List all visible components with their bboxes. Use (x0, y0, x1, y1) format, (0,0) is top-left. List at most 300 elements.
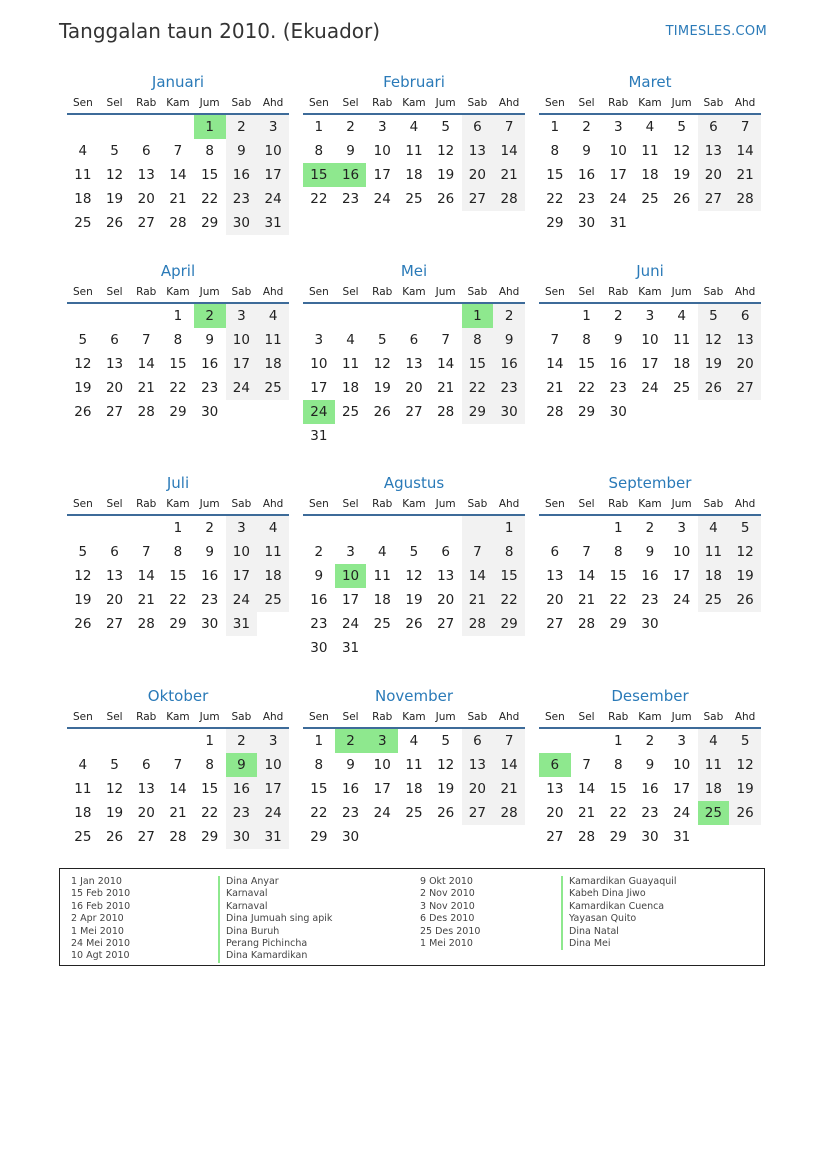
day-cell[interactable]: 13 (137, 167, 155, 183)
day-cell[interactable]: 12 (74, 568, 92, 584)
day-cell[interactable]: 30 (341, 829, 360, 845)
day-cell[interactable]: 2 (493, 303, 525, 328)
day-cell[interactable]: 24 (373, 805, 391, 821)
day-cell[interactable]: 12 (373, 356, 391, 372)
day-cell[interactable]: 24 (257, 801, 289, 825)
day-cell[interactable]: 15 (493, 564, 525, 588)
day-cell[interactable]: 7 (462, 540, 494, 564)
day-cell[interactable]: 8 (173, 544, 183, 560)
day-cell[interactable]: 4 (698, 728, 730, 753)
day-cell[interactable]: 30 (641, 616, 659, 632)
day-cell[interactable]: 28 (577, 829, 596, 845)
day-cell[interactable]: 31 (310, 428, 328, 444)
day-cell[interactable]: 8 (173, 332, 183, 348)
day-cell[interactable]: 27 (546, 829, 564, 845)
day-cell[interactable]: 5 (110, 143, 119, 159)
day-cell[interactable]: 22 (169, 592, 187, 608)
day-cell[interactable]: 27 (137, 829, 155, 845)
day-cell[interactable]: 29 (609, 616, 627, 632)
day-cell[interactable]: 9 (346, 143, 355, 159)
day-cell[interactable]: 18 (74, 191, 92, 207)
day-cell[interactable]: 7 (582, 757, 591, 773)
day-cell[interactable]: 7 (550, 332, 560, 348)
day-cell[interactable]: 14 (169, 781, 187, 797)
day-cell[interactable]: 7 (582, 544, 591, 560)
day-cell[interactable]: 8 (613, 544, 623, 560)
day-cell[interactable]: 4 (257, 303, 289, 328)
day-cell[interactable]: 23 (641, 592, 659, 608)
day-cell[interactable]: 25 (698, 801, 730, 825)
day-cell[interactable]: 24 (673, 592, 691, 608)
day-cell[interactable]: 11 (74, 781, 92, 797)
day-cell[interactable]: 18 (257, 352, 289, 376)
day-cell[interactable]: 1 (194, 114, 226, 139)
day-cell[interactable]: 10 (310, 356, 328, 372)
day-cell[interactable]: 28 (137, 404, 155, 420)
day-cell[interactable]: 11 (341, 356, 360, 372)
day-cell[interactable]: 5 (78, 332, 88, 348)
day-cell[interactable]: 11 (698, 753, 730, 777)
day-cell[interactable]: 22 (493, 588, 525, 612)
day-cell[interactable]: 19 (437, 167, 455, 183)
day-cell[interactable]: 25 (74, 829, 92, 845)
day-cell[interactable]: 24 (303, 400, 335, 424)
day-cell[interactable]: 3 (645, 308, 655, 324)
day-cell[interactable]: 4 (257, 515, 289, 540)
day-cell[interactable]: 7 (729, 114, 761, 139)
day-cell[interactable]: 20 (105, 380, 124, 396)
day-cell[interactable]: 3 (226, 515, 258, 540)
day-cell[interactable]: 14 (493, 753, 525, 777)
day-cell[interactable]: 5 (698, 303, 730, 328)
day-cell[interactable]: 9 (226, 139, 258, 163)
day-cell[interactable]: 23 (493, 376, 525, 400)
day-cell[interactable]: 3 (677, 520, 686, 536)
day-cell[interactable]: 28 (169, 829, 187, 845)
day-cell[interactable]: 6 (110, 544, 119, 560)
day-cell[interactable]: 16 (201, 356, 219, 372)
day-cell[interactable]: 27 (462, 187, 494, 211)
day-cell[interactable]: 12 (405, 568, 423, 584)
day-cell[interactable]: 13 (105, 356, 124, 372)
day-cell[interactable]: 29 (201, 215, 219, 231)
day-cell[interactable]: 20 (546, 592, 564, 608)
day-cell[interactable]: 15 (609, 568, 627, 584)
day-cell[interactable]: 21 (577, 592, 596, 608)
day-cell[interactable]: 17 (373, 167, 391, 183)
day-cell[interactable]: 1 (173, 308, 183, 324)
day-cell[interactable]: 20 (137, 191, 155, 207)
day-cell[interactable]: 26 (698, 376, 730, 400)
day-cell[interactable]: 20 (137, 805, 155, 821)
day-cell[interactable]: 4 (78, 143, 88, 159)
day-cell[interactable]: 26 (405, 616, 423, 632)
day-cell[interactable]: 1 (550, 119, 560, 135)
day-cell[interactable]: 25 (341, 404, 360, 420)
day-cell[interactable]: 23 (341, 805, 360, 821)
day-cell[interactable]: 7 (141, 544, 151, 560)
day-cell[interactable]: 18 (74, 805, 92, 821)
day-cell[interactable]: 21 (169, 805, 187, 821)
day-cell[interactable]: 24 (341, 616, 360, 632)
day-cell[interactable]: 21 (169, 191, 187, 207)
day-cell[interactable]: 16 (226, 163, 258, 187)
day-cell[interactable]: 13 (137, 781, 155, 797)
day-cell[interactable]: 5 (78, 544, 88, 560)
day-cell[interactable]: 18 (257, 564, 289, 588)
day-cell[interactable]: 14 (169, 167, 187, 183)
day-cell[interactable]: 23 (609, 380, 627, 396)
day-cell[interactable]: 14 (729, 139, 761, 163)
day-cell[interactable]: 16 (577, 167, 596, 183)
day-cell[interactable]: 12 (729, 540, 761, 564)
day-cell[interactable]: 11 (257, 328, 289, 352)
day-cell[interactable]: 18 (641, 167, 659, 183)
day-cell[interactable]: 21 (437, 380, 455, 396)
day-cell[interactable]: 30 (226, 825, 258, 849)
day-cell[interactable]: 6 (462, 728, 494, 753)
day-cell[interactable]: 8 (462, 328, 494, 352)
day-cell[interactable]: 16 (201, 568, 219, 584)
day-cell[interactable]: 7 (173, 143, 183, 159)
day-cell[interactable]: 11 (641, 143, 659, 159)
day-cell[interactable]: 13 (546, 568, 564, 584)
day-cell[interactable]: 10 (641, 332, 659, 348)
day-cell[interactable]: 6 (550, 544, 560, 560)
day-cell[interactable]: 19 (673, 167, 691, 183)
day-cell[interactable]: 17 (257, 163, 289, 187)
day-cell[interactable]: 8 (314, 143, 324, 159)
day-cell[interactable]: 3 (677, 733, 686, 749)
day-cell[interactable]: 17 (226, 352, 258, 376)
day-cell[interactable]: 15 (609, 781, 627, 797)
day-cell[interactable]: 17 (373, 781, 391, 797)
day-cell[interactable]: 12 (673, 143, 691, 159)
day-cell[interactable]: 16 (335, 163, 367, 187)
day-cell[interactable]: 10 (609, 143, 627, 159)
day-cell[interactable]: 27 (698, 187, 730, 211)
day-cell[interactable]: 13 (437, 568, 455, 584)
day-cell[interactable]: 30 (609, 404, 627, 420)
day-cell[interactable]: 26 (437, 805, 455, 821)
day-cell[interactable]: 28 (169, 215, 187, 231)
day-cell[interactable]: 19 (437, 781, 455, 797)
day-cell[interactable]: 16 (641, 781, 659, 797)
day-cell[interactable]: 30 (201, 616, 219, 632)
day-cell[interactable]: 12 (437, 143, 455, 159)
day-cell[interactable]: 26 (729, 801, 761, 825)
day-cell[interactable]: 31 (226, 612, 258, 636)
day-cell[interactable]: 25 (405, 191, 423, 207)
day-cell[interactable]: 13 (405, 356, 423, 372)
day-cell[interactable]: 29 (310, 829, 328, 845)
day-cell[interactable]: 17 (257, 777, 289, 801)
day-cell[interactable]: 13 (729, 328, 761, 352)
day-cell[interactable]: 9 (346, 757, 355, 773)
day-cell[interactable]: 10 (257, 753, 289, 777)
day-cell[interactable]: 3 (613, 119, 623, 135)
day-cell[interactable]: 23 (641, 805, 659, 821)
day-cell[interactable]: 26 (105, 829, 124, 845)
day-cell[interactable]: 10 (335, 564, 367, 588)
day-cell[interactable]: 27 (546, 616, 564, 632)
day-cell[interactable]: 23 (310, 616, 328, 632)
day-cell[interactable]: 21 (462, 588, 494, 612)
day-cell[interactable]: 22 (462, 376, 494, 400)
day-cell[interactable]: 21 (137, 380, 155, 396)
day-cell[interactable]: 25 (257, 376, 289, 400)
day-cell[interactable]: 22 (546, 191, 564, 207)
day-cell[interactable]: 21 (577, 805, 596, 821)
day-cell[interactable]: 15 (577, 356, 596, 372)
day-cell[interactable]: 10 (226, 540, 258, 564)
day-cell[interactable]: 14 (137, 568, 155, 584)
day-cell[interactable]: 5 (409, 544, 419, 560)
day-cell[interactable]: 14 (546, 356, 564, 372)
day-cell[interactable]: 31 (341, 640, 360, 656)
day-cell[interactable]: 7 (493, 728, 525, 753)
day-cell[interactable]: 17 (673, 568, 691, 584)
day-cell[interactable]: 24 (641, 380, 659, 396)
day-cell[interactable]: 2 (226, 114, 258, 139)
day-cell[interactable]: 15 (303, 163, 335, 187)
day-cell[interactable]: 27 (437, 616, 455, 632)
day-cell[interactable]: 31 (257, 211, 289, 235)
day-cell[interactable]: 18 (698, 777, 730, 801)
day-cell[interactable]: 3 (377, 119, 387, 135)
day-cell[interactable]: 23 (341, 191, 360, 207)
day-cell[interactable]: 9 (613, 332, 623, 348)
day-cell[interactable]: 28 (493, 801, 525, 825)
day-cell[interactable]: 7 (441, 332, 450, 348)
day-cell[interactable]: 24 (673, 805, 691, 821)
day-cell[interactable]: 2 (205, 520, 214, 536)
day-cell[interactable]: 2 (314, 544, 324, 560)
day-cell[interactable]: 22 (310, 805, 328, 821)
day-cell[interactable]: 15 (462, 352, 494, 376)
day-cell[interactable]: 5 (377, 332, 387, 348)
day-cell[interactable]: 26 (729, 588, 761, 612)
day-cell[interactable]: 25 (405, 805, 423, 821)
day-cell[interactable]: 12 (74, 356, 92, 372)
day-cell[interactable]: 14 (493, 139, 525, 163)
day-cell[interactable]: 11 (673, 332, 691, 348)
day-cell[interactable]: 7 (173, 757, 183, 773)
day-cell[interactable]: 29 (169, 404, 187, 420)
day-cell[interactable]: 16 (609, 356, 627, 372)
day-cell[interactable]: 24 (257, 187, 289, 211)
day-cell[interactable]: 14 (437, 356, 455, 372)
day-cell[interactable]: 22 (310, 191, 328, 207)
day-cell[interactable]: 22 (609, 805, 627, 821)
day-cell[interactable]: 9 (314, 568, 324, 584)
day-cell[interactable]: 17 (341, 592, 360, 608)
day-cell[interactable]: 20 (437, 592, 455, 608)
day-cell[interactable]: 8 (493, 540, 525, 564)
day-cell[interactable]: 9 (493, 328, 525, 352)
day-cell[interactable]: 25 (74, 215, 92, 231)
day-cell[interactable]: 22 (609, 592, 627, 608)
day-cell[interactable]: 25 (257, 588, 289, 612)
day-cell[interactable]: 19 (373, 380, 391, 396)
day-cell[interactable]: 6 (441, 544, 450, 560)
day-cell[interactable]: 3 (226, 303, 258, 328)
day-cell[interactable]: 28 (729, 187, 761, 211)
day-cell[interactable]: 13 (105, 568, 124, 584)
day-cell[interactable]: 3 (257, 114, 289, 139)
day-cell[interactable]: 11 (373, 568, 391, 584)
day-cell[interactable]: 8 (550, 143, 560, 159)
day-cell[interactable]: 1 (314, 119, 324, 135)
day-cell[interactable]: 4 (409, 733, 419, 749)
day-cell[interactable]: 14 (577, 781, 596, 797)
day-cell[interactable]: 4 (377, 544, 387, 560)
day-cell[interactable]: 6 (539, 753, 571, 777)
day-cell[interactable]: 24 (609, 191, 627, 207)
day-cell[interactable]: 18 (673, 356, 691, 372)
day-cell[interactable]: 1 (613, 520, 623, 536)
day-cell[interactable]: 29 (493, 612, 525, 636)
day-cell[interactable]: 1 (314, 733, 324, 749)
day-cell[interactable]: 18 (373, 592, 391, 608)
day-cell[interactable]: 2 (645, 733, 655, 749)
day-cell[interactable]: 16 (641, 568, 659, 584)
day-cell[interactable]: 30 (493, 400, 525, 424)
day-cell[interactable]: 25 (373, 616, 391, 632)
day-cell[interactable]: 5 (677, 119, 686, 135)
day-cell[interactable]: 23 (201, 592, 219, 608)
day-cell[interactable]: 24 (226, 376, 258, 400)
day-cell[interactable]: 20 (462, 163, 494, 187)
day-cell[interactable]: 12 (437, 757, 455, 773)
day-cell[interactable]: 22 (201, 191, 219, 207)
day-cell[interactable]: 25 (641, 191, 659, 207)
day-cell[interactable]: 6 (462, 114, 494, 139)
day-cell[interactable]: 3 (346, 544, 355, 560)
day-cell[interactable]: 16 (310, 592, 328, 608)
day-cell[interactable]: 28 (462, 612, 494, 636)
day-cell[interactable]: 14 (462, 564, 494, 588)
day-cell[interactable]: 4 (409, 119, 419, 135)
day-cell[interactable]: 17 (673, 781, 691, 797)
day-cell[interactable]: 23 (226, 801, 258, 825)
day-cell[interactable]: 11 (74, 167, 92, 183)
day-cell[interactable]: 2 (226, 728, 258, 753)
day-cell[interactable]: 1 (205, 733, 214, 749)
day-cell[interactable]: 4 (698, 515, 730, 540)
day-cell[interactable]: 19 (74, 592, 92, 608)
day-cell[interactable]: 27 (105, 404, 124, 420)
day-cell[interactable]: 17 (641, 356, 659, 372)
day-cell[interactable]: 14 (577, 568, 596, 584)
day-cell[interactable]: 15 (169, 356, 187, 372)
day-cell[interactable]: 24 (373, 191, 391, 207)
day-cell[interactable]: 11 (698, 540, 730, 564)
day-cell[interactable]: 27 (105, 616, 124, 632)
day-cell[interactable]: 6 (141, 143, 151, 159)
day-cell[interactable]: 19 (74, 380, 92, 396)
day-cell[interactable]: 9 (205, 544, 214, 560)
day-cell[interactable]: 16 (226, 777, 258, 801)
day-cell[interactable]: 12 (105, 167, 124, 183)
day-cell[interactable]: 26 (373, 404, 391, 420)
day-cell[interactable]: 28 (437, 404, 455, 420)
day-cell[interactable]: 9 (645, 544, 655, 560)
day-cell[interactable]: 5 (441, 119, 450, 135)
day-cell[interactable]: 10 (373, 757, 391, 773)
day-cell[interactable]: 13 (462, 753, 494, 777)
day-cell[interactable]: 10 (373, 143, 391, 159)
day-cell[interactable]: 15 (201, 167, 219, 183)
day-cell[interactable]: 25 (673, 380, 691, 396)
day-cell[interactable]: 21 (137, 592, 155, 608)
day-cell[interactable]: 8 (613, 757, 623, 773)
day-cell[interactable]: 13 (698, 139, 730, 163)
day-cell[interactable]: 7 (493, 114, 525, 139)
day-cell[interactable]: 10 (673, 757, 691, 773)
day-cell[interactable]: 1 (462, 303, 494, 328)
day-cell[interactable]: 20 (698, 163, 730, 187)
day-cell[interactable]: 5 (110, 757, 119, 773)
day-cell[interactable]: 27 (405, 404, 423, 420)
day-cell[interactable]: 6 (141, 757, 151, 773)
day-cell[interactable]: 4 (346, 332, 355, 348)
day-cell[interactable]: 29 (462, 400, 494, 424)
day-cell[interactable]: 6 (729, 303, 761, 328)
day-cell[interactable]: 18 (405, 167, 423, 183)
day-cell[interactable]: 4 (78, 757, 88, 773)
day-cell[interactable]: 21 (493, 777, 525, 801)
day-cell[interactable]: 22 (201, 805, 219, 821)
day-cell[interactable]: 26 (673, 191, 691, 207)
day-cell[interactable]: 4 (677, 308, 686, 324)
day-cell[interactable]: 15 (310, 781, 328, 797)
day-cell[interactable]: 28 (137, 616, 155, 632)
day-cell[interactable]: 15 (201, 781, 219, 797)
day-cell[interactable]: 26 (74, 404, 92, 420)
day-cell[interactable]: 1 (173, 520, 183, 536)
day-cell[interactable]: 26 (105, 215, 124, 231)
day-cell[interactable]: 18 (405, 781, 423, 797)
day-cell[interactable]: 20 (405, 380, 423, 396)
day-cell[interactable]: 17 (609, 167, 627, 183)
day-cell[interactable]: 16 (341, 781, 360, 797)
day-cell[interactable]: 30 (641, 829, 659, 845)
day-cell[interactable]: 8 (205, 757, 214, 773)
day-cell[interactable]: 3 (257, 728, 289, 753)
day-cell[interactable]: 11 (405, 757, 423, 773)
day-cell[interactable]: 20 (105, 592, 124, 608)
day-cell[interactable]: 11 (405, 143, 423, 159)
day-cell[interactable]: 3 (314, 332, 324, 348)
day-cell[interactable]: 6 (110, 332, 119, 348)
day-cell[interactable]: 20 (462, 777, 494, 801)
day-cell[interactable]: 20 (546, 805, 564, 821)
day-cell[interactable]: 21 (546, 380, 564, 396)
day-cell[interactable]: 12 (105, 781, 124, 797)
day-cell[interactable]: 15 (169, 568, 187, 584)
day-cell[interactable]: 5 (729, 515, 761, 540)
day-cell[interactable]: 8 (582, 332, 591, 348)
day-cell[interactable]: 22 (577, 380, 596, 396)
day-cell[interactable]: 3 (366, 728, 398, 753)
day-cell[interactable]: 2 (194, 303, 226, 328)
day-cell[interactable]: 2 (335, 728, 367, 753)
day-cell[interactable]: 1 (582, 308, 591, 324)
day-cell[interactable]: 23 (226, 187, 258, 211)
day-cell[interactable]: 2 (346, 119, 355, 135)
day-cell[interactable]: 13 (546, 781, 564, 797)
